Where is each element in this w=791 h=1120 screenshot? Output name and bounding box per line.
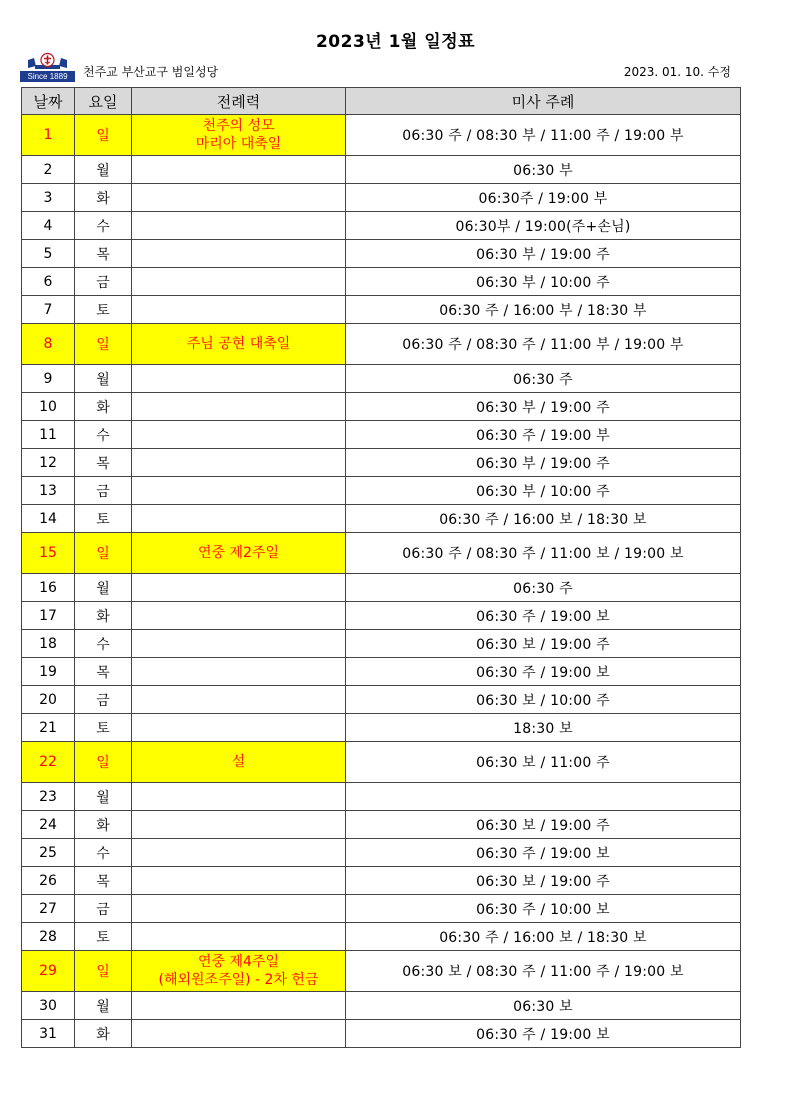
date-cell: 11 bbox=[22, 421, 75, 449]
mass-cell: 06:30 주 bbox=[346, 574, 741, 602]
mass-cell: 06:30 부 / 19:00 주 bbox=[346, 449, 741, 477]
day-cell: 토 bbox=[75, 505, 132, 533]
table-row bbox=[22, 533, 741, 574]
logo-since-label: Since 1889 bbox=[20, 71, 75, 82]
parish-name: 천주교 부산교구 범일성당 bbox=[83, 65, 219, 79]
feast-cell bbox=[132, 714, 346, 742]
day-cell: 수 bbox=[75, 630, 132, 658]
table-row bbox=[22, 658, 741, 686]
table-row bbox=[22, 574, 741, 602]
day-cell: 일 bbox=[75, 324, 132, 365]
date-cell: 15 bbox=[22, 533, 75, 574]
feast-cell bbox=[132, 895, 346, 923]
feast-cell bbox=[132, 268, 346, 296]
table-row bbox=[22, 839, 741, 867]
revision-date: 2023. 01. 10. 수정 bbox=[623, 65, 731, 79]
feast-cell bbox=[132, 602, 346, 630]
mass-cell: 06:30 주 / 10:00 보 bbox=[346, 895, 741, 923]
day-cell: 일 bbox=[75, 533, 132, 574]
cross-emblem-icon bbox=[26, 52, 69, 70]
date-cell: 6 bbox=[22, 268, 75, 296]
day-cell: 수 bbox=[75, 212, 132, 240]
table-row bbox=[22, 505, 741, 533]
schedule-table bbox=[21, 87, 741, 1048]
table-row bbox=[22, 477, 741, 505]
date-cell: 16 bbox=[22, 574, 75, 602]
mass-cell: 06:30부 / 19:00(주+손님) bbox=[346, 212, 741, 240]
table-row bbox=[22, 156, 741, 184]
mass-cell: 06:30 부 bbox=[346, 156, 741, 184]
date-cell: 13 bbox=[22, 477, 75, 505]
day-cell: 화 bbox=[75, 184, 132, 212]
mass-cell: 06:30 주 / 19:00 보 bbox=[346, 658, 741, 686]
header-mass: 미사 주례 bbox=[346, 88, 741, 115]
mass-cell: 06:30 주 / 19:00 보 bbox=[346, 602, 741, 630]
date-cell: 28 bbox=[22, 923, 75, 951]
day-cell: 목 bbox=[75, 240, 132, 268]
table-row bbox=[22, 115, 741, 156]
table-row bbox=[22, 324, 741, 365]
feast-cell bbox=[132, 1020, 346, 1048]
feast-cell bbox=[132, 505, 346, 533]
date-cell: 14 bbox=[22, 505, 75, 533]
table-row bbox=[22, 951, 741, 992]
feast-cell bbox=[132, 477, 346, 505]
table-header-row bbox=[22, 88, 741, 115]
date-cell: 26 bbox=[22, 867, 75, 895]
day-cell: 월 bbox=[75, 992, 132, 1020]
table-row bbox=[22, 1020, 741, 1048]
date-cell: 29 bbox=[22, 951, 75, 992]
day-cell: 화 bbox=[75, 602, 132, 630]
feast-cell bbox=[132, 658, 346, 686]
feast-cell bbox=[132, 839, 346, 867]
day-cell: 수 bbox=[75, 839, 132, 867]
feast-cell bbox=[132, 393, 346, 421]
table-row bbox=[22, 742, 741, 783]
day-cell: 목 bbox=[75, 867, 132, 895]
page-title: 2023년 1월 일정표 bbox=[315, 32, 476, 52]
date-cell: 4 bbox=[22, 212, 75, 240]
mass-cell: 06:30 주 / 08:30 주 / 11:00 보 / 19:00 보 bbox=[346, 533, 741, 574]
date-cell: 30 bbox=[22, 992, 75, 1020]
date-cell: 20 bbox=[22, 686, 75, 714]
mass-cell: 06:30 주 / 16:00 부 / 18:30 부 bbox=[346, 296, 741, 324]
date-cell: 3 bbox=[22, 184, 75, 212]
day-cell: 화 bbox=[75, 811, 132, 839]
table-row bbox=[22, 783, 741, 811]
table-row bbox=[22, 393, 741, 421]
mass-cell: 06:30 주 / 19:00 보 bbox=[346, 1020, 741, 1048]
feast-cell: 연중 제2주일 bbox=[132, 533, 346, 574]
date-cell: 17 bbox=[22, 602, 75, 630]
table-row bbox=[22, 992, 741, 1020]
mass-cell: 18:30 보 bbox=[346, 714, 741, 742]
feast-cell bbox=[132, 156, 346, 184]
mass-cell: 06:30 주 / 19:00 보 bbox=[346, 839, 741, 867]
day-cell: 금 bbox=[75, 895, 132, 923]
date-cell: 7 bbox=[22, 296, 75, 324]
day-cell: 화 bbox=[75, 393, 132, 421]
parish-logo bbox=[20, 52, 75, 82]
mass-cell: 06:30 부 / 19:00 주 bbox=[346, 393, 741, 421]
table-row bbox=[22, 184, 741, 212]
day-cell: 일 bbox=[75, 951, 132, 992]
date-cell: 22 bbox=[22, 742, 75, 783]
day-cell: 일 bbox=[75, 115, 132, 156]
mass-cell: 06:30 주 / 08:30 부 / 11:00 주 / 19:00 부 bbox=[346, 115, 741, 156]
header-date: 날짜 bbox=[22, 88, 75, 115]
day-cell: 월 bbox=[75, 574, 132, 602]
mass-cell: 06:30 보 / 11:00 주 bbox=[346, 742, 741, 783]
feast-cell bbox=[132, 992, 346, 1020]
table-row bbox=[22, 268, 741, 296]
date-cell: 21 bbox=[22, 714, 75, 742]
table-row bbox=[22, 421, 741, 449]
mass-cell: 06:30 보 / 19:00 주 bbox=[346, 867, 741, 895]
mass-cell: 06:30 보 / 08:30 주 / 11:00 주 / 19:00 보 bbox=[346, 951, 741, 992]
mass-cell: 06:30 보 / 10:00 주 bbox=[346, 686, 741, 714]
table-row bbox=[22, 811, 741, 839]
date-cell: 5 bbox=[22, 240, 75, 268]
day-cell: 수 bbox=[75, 421, 132, 449]
date-cell: 19 bbox=[22, 658, 75, 686]
table-row bbox=[22, 686, 741, 714]
day-cell: 토 bbox=[75, 714, 132, 742]
day-cell: 일 bbox=[75, 742, 132, 783]
day-cell: 월 bbox=[75, 365, 132, 393]
table-row bbox=[22, 630, 741, 658]
day-cell: 금 bbox=[75, 686, 132, 714]
mass-cell: 06:30 주 / 19:00 부 bbox=[346, 421, 741, 449]
mass-cell: 06:30 보 / 19:00 주 bbox=[346, 630, 741, 658]
date-cell: 8 bbox=[22, 324, 75, 365]
table-row bbox=[22, 867, 741, 895]
day-cell: 금 bbox=[75, 268, 132, 296]
mass-cell: 06:30 부 / 19:00 주 bbox=[346, 240, 741, 268]
table-row bbox=[22, 365, 741, 393]
feast-cell: 연중 제4주일 (해외원조주일) - 2차 헌금 bbox=[132, 951, 346, 992]
feast-cell bbox=[132, 574, 346, 602]
date-cell: 2 bbox=[22, 156, 75, 184]
mass-cell: 06:30주 / 19:00 부 bbox=[346, 184, 741, 212]
mass-cell: 06:30 주 bbox=[346, 365, 741, 393]
feast-cell bbox=[132, 449, 346, 477]
feast-cell bbox=[132, 421, 346, 449]
mass-cell: 06:30 부 / 10:00 주 bbox=[346, 477, 741, 505]
feast-cell bbox=[132, 686, 346, 714]
table-row bbox=[22, 449, 741, 477]
mass-cell: 06:30 부 / 10:00 주 bbox=[346, 268, 741, 296]
feast-cell bbox=[132, 365, 346, 393]
mass-cell bbox=[346, 783, 741, 811]
day-cell: 목 bbox=[75, 449, 132, 477]
feast-cell bbox=[132, 630, 346, 658]
day-cell: 화 bbox=[75, 1020, 132, 1048]
date-cell: 27 bbox=[22, 895, 75, 923]
date-cell: 1 bbox=[22, 115, 75, 156]
day-cell: 토 bbox=[75, 923, 132, 951]
date-cell: 24 bbox=[22, 811, 75, 839]
date-cell: 12 bbox=[22, 449, 75, 477]
feast-cell: 천주의 성모 마리아 대축일 bbox=[132, 115, 346, 156]
day-cell: 월 bbox=[75, 783, 132, 811]
feast-cell bbox=[132, 296, 346, 324]
feast-cell bbox=[132, 811, 346, 839]
mass-cell: 06:30 주 / 16:00 보 / 18:30 보 bbox=[346, 923, 741, 951]
table-row bbox=[22, 714, 741, 742]
date-cell: 10 bbox=[22, 393, 75, 421]
date-cell: 31 bbox=[22, 1020, 75, 1048]
date-cell: 25 bbox=[22, 839, 75, 867]
feast-cell: 설 bbox=[132, 742, 346, 783]
table-row bbox=[22, 240, 741, 268]
mass-cell: 06:30 보 bbox=[346, 992, 741, 1020]
feast-cell bbox=[132, 923, 346, 951]
table-row bbox=[22, 212, 741, 240]
mass-cell: 06:30 주 / 16:00 보 / 18:30 보 bbox=[346, 505, 741, 533]
table-row bbox=[22, 602, 741, 630]
feast-cell bbox=[132, 212, 346, 240]
feast-cell bbox=[132, 240, 346, 268]
header-feast: 전례력 bbox=[132, 88, 346, 115]
feast-cell bbox=[132, 184, 346, 212]
mass-cell: 06:30 보 / 19:00 주 bbox=[346, 811, 741, 839]
date-cell: 9 bbox=[22, 365, 75, 393]
day-cell: 토 bbox=[75, 296, 132, 324]
date-cell: 18 bbox=[22, 630, 75, 658]
feast-cell: 주님 공현 대축일 bbox=[132, 324, 346, 365]
day-cell: 금 bbox=[75, 477, 132, 505]
date-cell: 23 bbox=[22, 783, 75, 811]
feast-cell bbox=[132, 867, 346, 895]
table-row bbox=[22, 895, 741, 923]
day-cell: 월 bbox=[75, 156, 132, 184]
feast-cell bbox=[132, 783, 346, 811]
header-day: 요일 bbox=[75, 88, 132, 115]
table-row bbox=[22, 296, 741, 324]
table-row bbox=[22, 923, 741, 951]
day-cell: 목 bbox=[75, 658, 132, 686]
mass-cell: 06:30 주 / 08:30 주 / 11:00 부 / 19:00 부 bbox=[346, 324, 741, 365]
